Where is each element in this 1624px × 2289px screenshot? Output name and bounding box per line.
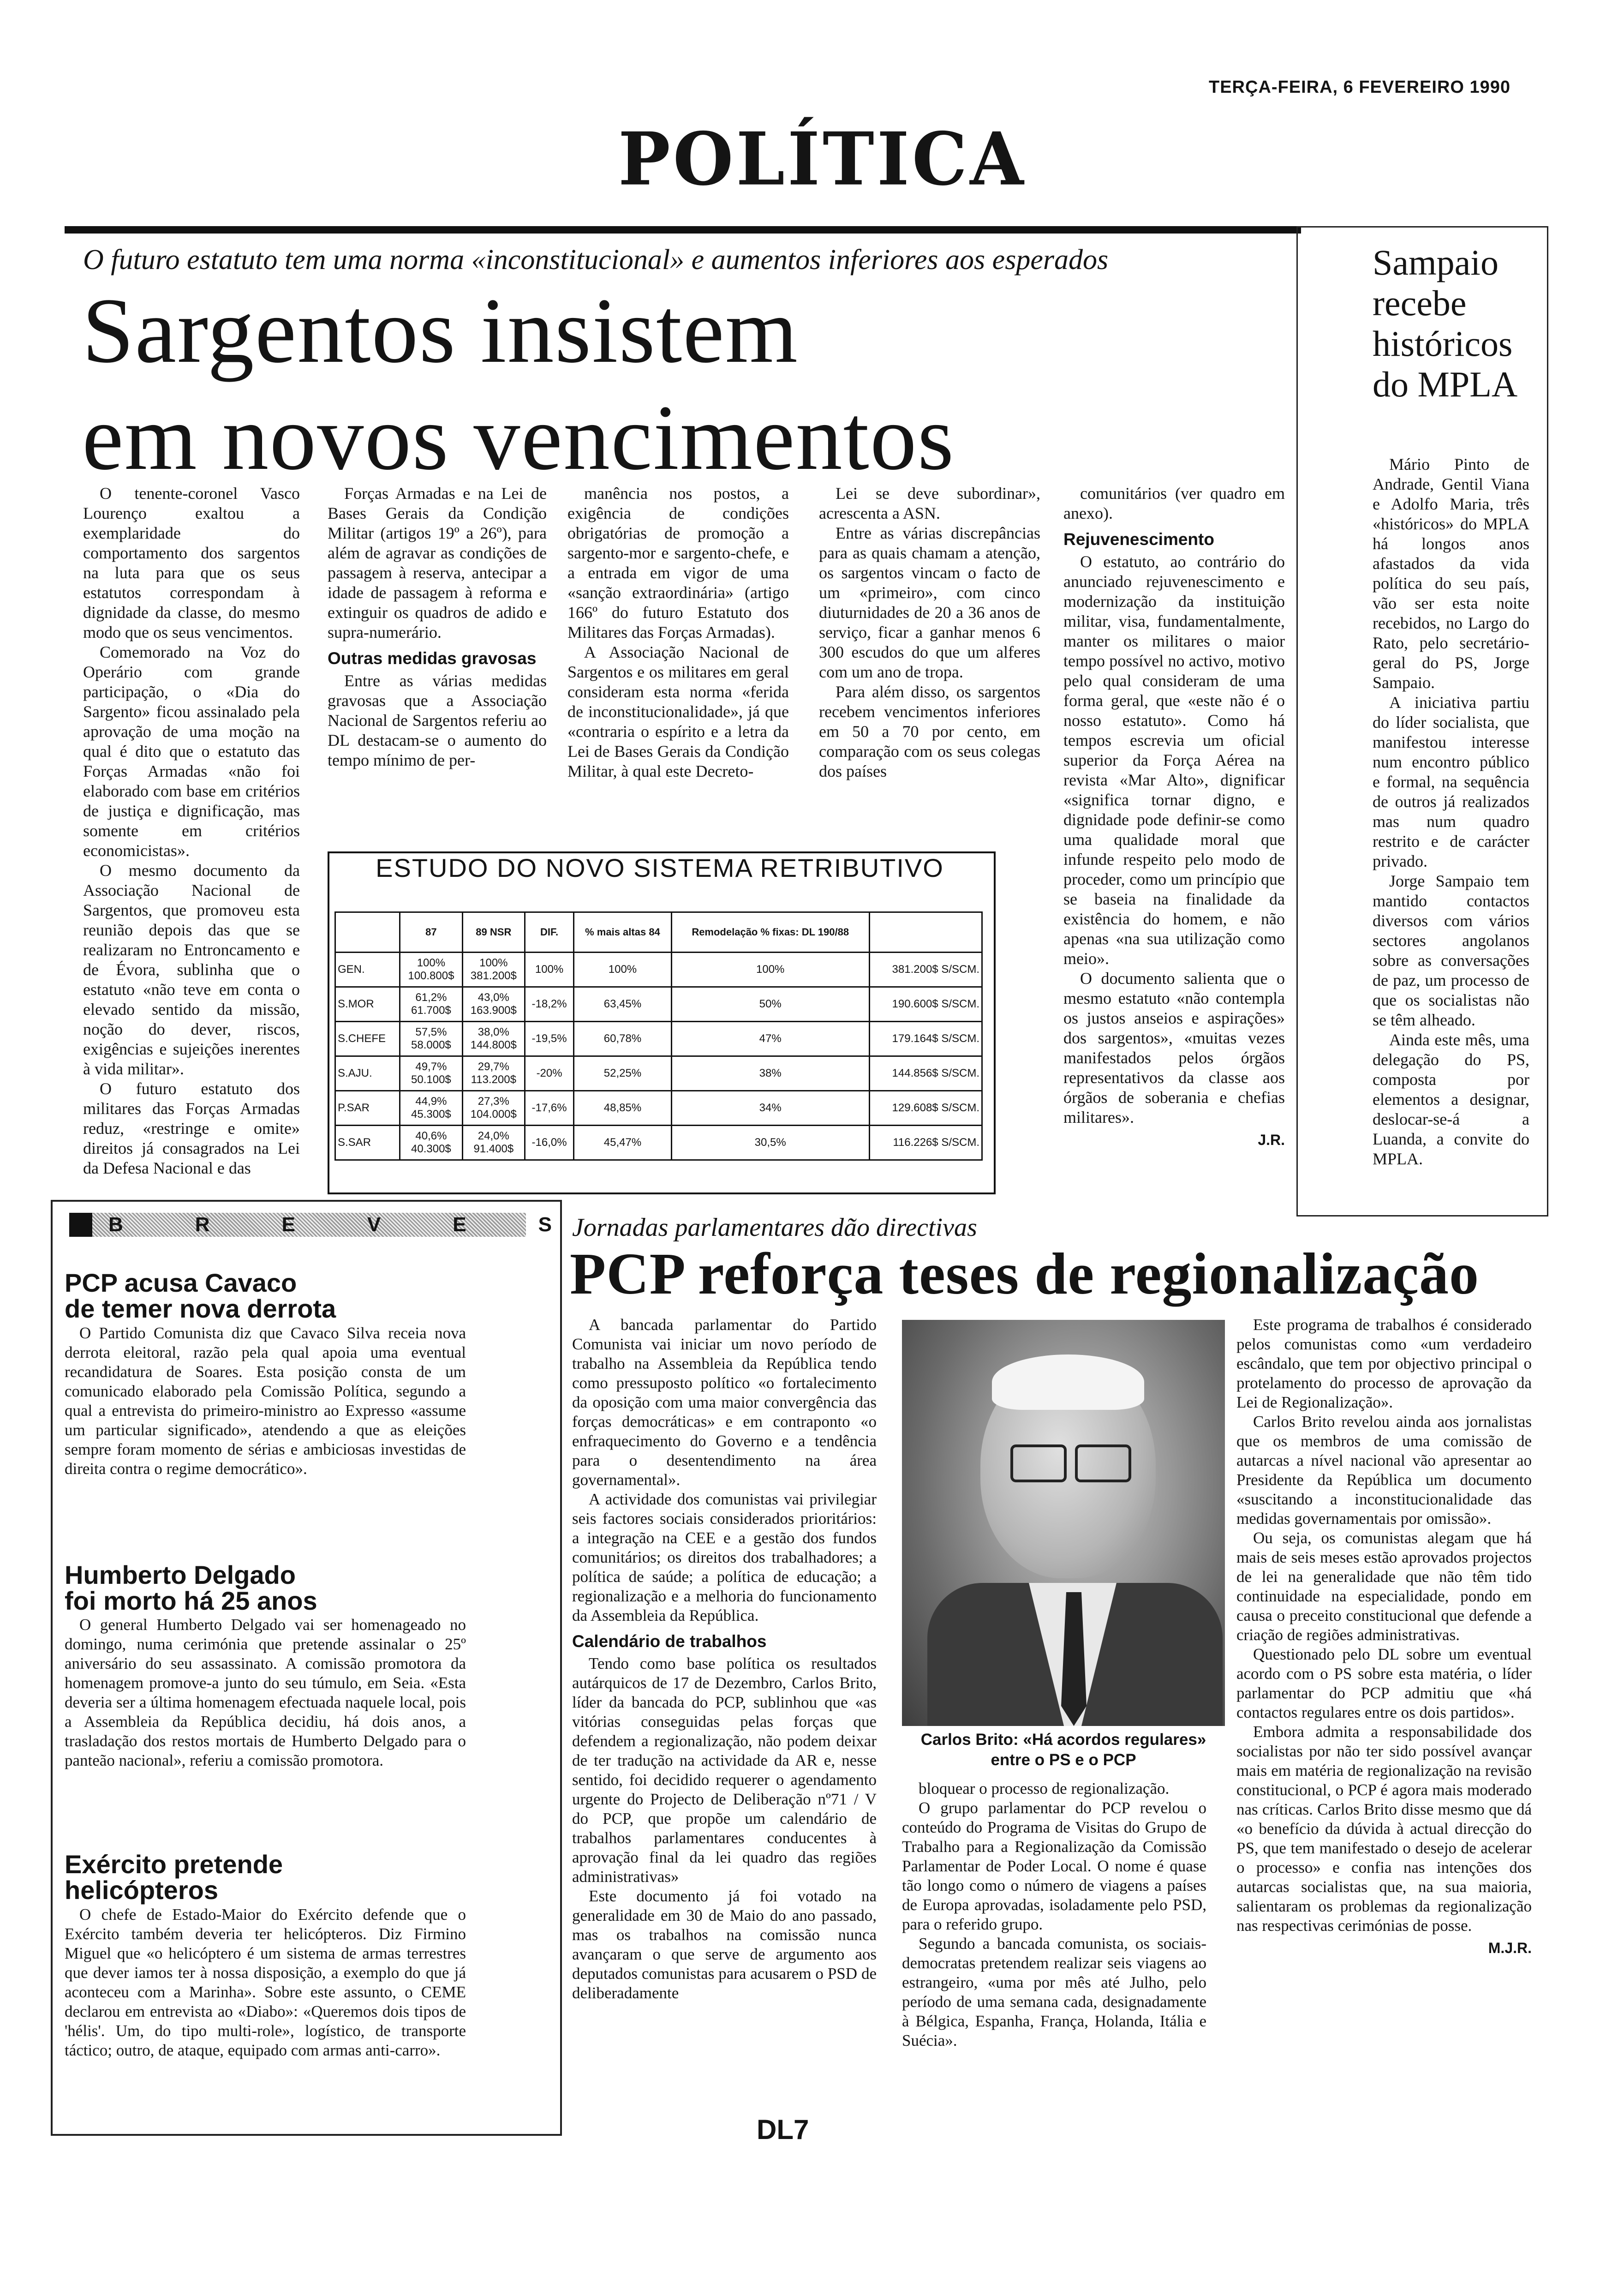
table-header xyxy=(869,912,982,953)
breve-text xyxy=(65,1615,466,1770)
table-cell-value: S.SAR xyxy=(338,1136,371,1149)
paragraph: Ainda este mês, uma delegação do PS, composta por elementos a designar, deslocar-se-á a Luanda, a convite do MPLA. xyxy=(1373,1031,1529,1168)
paragraph: Lei se deve subordinar», acrescenta a ASN. xyxy=(819,484,1040,522)
subhead: Rejuvenescimento xyxy=(1063,530,1214,549)
paragraph: O documento salienta que o mesmo estatuto «não contempla os justos anseios e aspirações» dos sargentos», «muitas vezes manifestados pelos órgãos representativos da classe aos órgãos de soberania e chefias militares». xyxy=(1063,969,1285,1127)
table-header-row xyxy=(335,912,982,953)
paragraph: Segundo a bancada comunista, os sociais-democratas pretendem realizar seis viagens ao estrangeiro, «uma por mês até Julho, pelo período de uma semana cada, designadamente à Bélgica, Espanha, França, Holanda, Itália e Suécia». xyxy=(902,1935,1206,2049)
table-cell-nsr xyxy=(462,1056,525,1091)
table-cell-nsr xyxy=(462,1126,525,1160)
paragraph: O mesmo documento da Associação Nacional de Sargentos, que promoveu esta reunião depois das que se realizaram no Entroncamento e de Évora, sublinha que o estatuto «não teve em conta o elevado sentido da missão, noção do dever, riscos, exigências e sujeições inerentes à vida militar». xyxy=(83,861,300,1078)
table-cell-value: -18,2% xyxy=(531,998,567,1010)
paragraph: Entre as várias medidas gravosas que a Associação Nacional de Sargentos referiu ao DL destacam-se o aumento do tempo mínimo de per- xyxy=(328,671,547,769)
issue-date: TERÇA-FEIRA, 6 FEVEREIRO 1990 xyxy=(1209,78,1511,97)
paragraph: Mário Pinto de Andrade, Gentil Viana e Adolfo Maria, três «históricos» do MPLA há longos anos afastados da vida política do seu país, vão ser esta noite recebidos, no Largo do Rato, pelo secretário-geral do PS, Jorge Sampaio. xyxy=(1373,455,1529,692)
table-cell-dif xyxy=(525,953,574,987)
table-header xyxy=(335,912,400,953)
table-cell-rank xyxy=(335,987,400,1022)
subhead: Calendário de trabalhos xyxy=(572,1632,767,1651)
table-cell-value: 100% xyxy=(479,957,508,969)
table-cell-value: 100% xyxy=(608,963,637,976)
table-cell-value: 50.100$ xyxy=(411,1073,451,1086)
photo-hair xyxy=(992,1354,1144,1410)
breves-square-icon xyxy=(69,1213,92,1237)
paragraph: manência nos postos, a exigência de condições obrigatórias de promoção a sargento-mor e sargento-chefe, e a entrada em vigor de uma «sanção extraordinária» (artigo 166º do futuro Estatuto dos Militares das Forças Armadas). xyxy=(567,484,789,641)
table-cell-value: 47% xyxy=(759,1032,782,1045)
table-cell-value: 50% xyxy=(759,998,782,1010)
table-cell-sal xyxy=(869,987,982,1022)
table-cell-value: 91.400$ xyxy=(473,1143,514,1155)
paragraph: O general Humberto Delgado vai ser homenageado no domingo, numa cerimónia que pretende assinalar o 25º aniversário do seu assassinato. A comissão promotora da homenagem promove-a junto do seu túmulo, em Seia. «Esta deveria ser a última homenagem efectuada naquele local, pois a Assembleia da República decidiu, há dois anos, a trasladação dos restos mortais de Humberto Delgado para o panteão nacional», referiu a comissão promotora. xyxy=(65,1616,466,1769)
main-headline-line1: Sargentos insistem xyxy=(82,279,799,382)
paragraph: Questionado pelo DL sobre um eventual acordo com o PS sobre esta matéria, o líder parlamentar do PCP admitiu que «há contactos regulares entre os dois partidos». xyxy=(1236,1645,1532,1721)
pcp-column-2 xyxy=(902,1779,1206,2093)
table-cell-nsr xyxy=(462,987,525,1022)
table-cell-value: S.MOR xyxy=(338,998,374,1010)
table-cell-value: 60,78% xyxy=(603,1032,642,1045)
table-cell-value: 163.900$ xyxy=(470,1004,517,1017)
table-cell-y87 xyxy=(400,1056,462,1091)
top-rule xyxy=(65,226,1301,234)
table-cell-value: 100% xyxy=(535,963,564,976)
pcp-column-1 xyxy=(572,1315,877,2091)
paragraph: O estatuto, ao contrário do anunciado rejuvenescimento e modernização da instituição militar, visa, fundamentalmente, manter os militares o maior tempo possível no activo, motivo pelo qual consideram de uma forma geral, que «este não é o nosso estatuto». Como há tempos escrevia um oficial superior da Força Aérea na revista «Mar Alto», dignificar «significa tornar digno, e dignidade pode definir-se como uma qualidade moral que infunde respeito pelo modo de proceder, como um princípio que se baseia na finalidade da existência do homem, e não apenas «na sua utilização como meio». xyxy=(1063,552,1285,968)
table-cell-value: 49,7% xyxy=(415,1061,447,1073)
table-title: ESTUDO DO NOVO SISTEMA RETRIBUTIVO xyxy=(376,853,944,882)
table-cell-rank xyxy=(335,953,400,987)
table-cell-value: 179.164$ S/SCM. xyxy=(892,1032,979,1045)
table-cell-value: 24,0% xyxy=(478,1130,509,1142)
breve-headline xyxy=(65,1562,317,1614)
main-byline: J.R. xyxy=(1258,1132,1285,1148)
breve-headline xyxy=(65,1270,336,1322)
page-logo: DL7 xyxy=(757,2114,809,2145)
table-cell-value: 381.200$ xyxy=(470,970,517,982)
breve-headline-line: helicópteros xyxy=(65,1876,218,1905)
table-cell-value: 40,6% xyxy=(415,1130,447,1142)
table-cell-value: 100% xyxy=(756,963,785,976)
table-header: Remodelação % fixas: DL 190/88 xyxy=(671,912,869,953)
main-column-1 xyxy=(83,484,300,1197)
table-row xyxy=(335,987,982,1022)
table-cell-value: 190.600$ S/SCM. xyxy=(892,998,979,1010)
breve-headline xyxy=(65,1852,283,1903)
table-cell-value: 100.800$ xyxy=(408,970,454,982)
paragraph: A iniciativa partiu do líder socialista, que manifestou interesse num encontro público e formal, na sequência de outros já realizados mas num quadro restrito e de carácter privado. xyxy=(1373,693,1529,870)
table-cell-value: 34% xyxy=(759,1102,782,1114)
paragraph: bloquear o processo de regionalização. xyxy=(919,1780,1170,1798)
paragraph: Ou seja, os comunistas alegam que há mais de seis meses estão aprovados projectos de lei na generalidade que não têm tido continuidade na especialidade, pondo em causa o preceito constitucional que defende a criação de regiões administrativas. xyxy=(1236,1529,1532,1644)
main-column-2 xyxy=(328,484,547,848)
table-cell-value: 27,3% xyxy=(478,1095,509,1108)
table-cell-altas xyxy=(574,987,672,1022)
photo-caption: Carlos Brito: «Há acordos regulares» entre o PS e o PCP xyxy=(920,1731,1206,1769)
paragraph: A bancada parlamentar do Partido Comunista vai iniciar um novo período de trabalho na Assembleia da República tendo como pressuposto político «o fortalecimento da oposição com uma maior convergência das forças democráticas» e em contraponto «o enfraquecimento do Governo e a tendência para o desentendimento na área governamental». xyxy=(572,1316,877,1489)
table-cell-value: GEN. xyxy=(338,963,365,976)
table-cell-value: 58.000$ xyxy=(411,1039,451,1051)
table-cell-value: -20% xyxy=(536,1067,562,1079)
table-cell-value: 113.200$ xyxy=(471,1073,516,1086)
table-cell-rank xyxy=(335,1022,400,1056)
table-cell-value: 52,25% xyxy=(603,1067,642,1079)
table-cell-sal xyxy=(869,1091,982,1126)
pcp-column-3 xyxy=(1236,1315,1532,2118)
table-cell-value: 144.856$ S/SCM. xyxy=(892,1067,979,1079)
table-cell-value: 116.226$ S/SCM. xyxy=(893,1136,979,1149)
table-cell-remod xyxy=(671,1126,869,1160)
paragraph: Forças Armadas e na Lei de Bases Gerais da Condição Militar (artigos 19º a 26º), para além de agravar as condições de passagem à reserva, antecipar a idade de passagem à reforma e extinguir os quadros de adido e supra-numerário. xyxy=(328,484,547,641)
main-headline-line2: em novos vencimentos xyxy=(82,386,955,489)
table-cell-remod xyxy=(671,1022,869,1056)
table-cell-sal xyxy=(869,1056,982,1091)
table-cell-value: 38,0% xyxy=(478,1026,509,1038)
table-cell-value: S.CHEFE xyxy=(338,1032,386,1045)
table-cell-y87 xyxy=(400,987,462,1022)
table-cell-nsr xyxy=(462,953,525,987)
breve-headline-line: Exército pretende xyxy=(65,1850,283,1879)
paragraph: A actividade dos comunistas vai privilegiar seis factores sociais considerados prioritários: a integração na CEE e a gestão dos fundos comunitários; os direitos dos trabalhadores; a política de saúde; a política de educação; a regionalização e a melhoria do funcionamento da Assembleia da República. xyxy=(572,1490,877,1624)
table-cell-rank xyxy=(335,1056,400,1091)
paragraph: O Partido Comunista diz que Cavaco Silva receia nova derrota eleitoral, razão pela qual apoia uma eventual recandidatura de Soares. Esta posição consta de um comunicado elaborado pela Comissão Política, segundo a qual a entrevista do primeiro-ministro ao Expresso «assume um particular significado», atendendo a que as eleições sempre foram momento de sérias e ambiciosas investidas de direita contra o regime democrático». xyxy=(65,1324,466,1478)
table-cell-nsr xyxy=(462,1022,525,1056)
table-header: % mais altas 84 xyxy=(574,912,672,953)
table-cell-remod xyxy=(671,1056,869,1091)
breve-headline-line: foi morto há 25 anos xyxy=(65,1586,317,1615)
table-cell-value: 100% xyxy=(417,957,446,969)
table-cell-y87 xyxy=(400,953,462,987)
breve-text xyxy=(65,1324,466,1479)
table-cell-remod xyxy=(671,953,869,987)
table-row xyxy=(335,1022,982,1056)
table-cell-altas xyxy=(574,1126,672,1160)
table-cell-value: -16,0% xyxy=(531,1136,567,1149)
table-cell-nsr xyxy=(462,1091,525,1126)
table-cell-value: 29,7% xyxy=(478,1061,509,1073)
sidebar-text xyxy=(1373,455,1529,1207)
paragraph: O tenente-coronel Vasco Lourenço exaltou a exemplaridade do comportamento dos sargentos na luta para que os seus estatutos correspondam à dignidade da classe, do mesmo modo que os seus vencimentos. xyxy=(83,484,300,641)
table-cell-value: 38% xyxy=(759,1067,782,1079)
paragraph: O grupo parlamentar do PCP revelou o conteúdo do Programa de Visitas do Grupo de Trabalho para a Regionalização da Comissão Parlamentar de Poder Local. O nome é quase tão longo como o número de viagens a países de Europa aprovadas, isoladamente pelo PSD, para o referido grupo. xyxy=(902,1799,1206,1933)
table-cell-altas xyxy=(574,1022,672,1056)
table-cell-value: 57,5% xyxy=(415,1026,447,1038)
paragraph: Para além disso, os sargentos recebem vencimentos inferiores em 50 a 70 por cento, em comparação com os seus colegas dos países xyxy=(819,683,1040,780)
paragraph: O chefe de Estado-Maior do Exército defende que o Exército também deveria ter helicópteros. Diz Firmino Miguel que «o helicóptero é um sistema de armas terrestres que dever iamos ter à nossa disposição, a exemplo do que já aconteceu com a Marinha». Sobre este assunto, o CEME declarou em entrevista ao «Diabo»: «Queremos dois tipos de 'hélis'. Um, do tipo multi-role», logístico, de transporte táctico; outro, de ataque, equipado com armas anti-carro». xyxy=(65,1906,466,2059)
table-row xyxy=(335,1091,982,1126)
table-cell-dif xyxy=(525,1091,574,1126)
table-cell-dif xyxy=(525,1022,574,1056)
paragraph: Tendo como base política os resultados autárquicos de 17 de Dezembro, Carlos Brito, líder da bancada do PCP, sublinhou que «as vitórias conseguidas pelas forças que defendem a regionalização, não podem deixar de ter tradução na actividade da AR e, nesse sentido, foi decidido requerer o agendamento urgente do Projecto de Deliberação nº71 / V do PCP, que propõe um calendário de trabalhos parlamentares conducentes à aprovação final da lei quadro das regiões administrativas» xyxy=(572,1654,877,1886)
breve-text xyxy=(65,1905,466,2060)
section-title: POLÍTICA xyxy=(618,116,1027,202)
paragraph: Entre as várias discrepâncias para as quais chamam a atenção, os sargentos vincam o facto de um «primeiro», com cinco diuturnidades de 20 a 36 anos de serviço, ficar a ganhar menos 6 300 escudos do que um alferes com um ano de tropa. xyxy=(819,524,1040,681)
table-cell-y87 xyxy=(400,1126,462,1160)
table-cell-value: 40.300$ xyxy=(411,1143,451,1155)
breve-headline-line: Humberto Delgado xyxy=(65,1560,296,1589)
paragraph: Este documento já foi votado na generalidade em 30 de Maio do ano passado, mas os trabalhos na comissão nunca avançaram o que serve de argumento aos deputados comunistas para acusarem o PSD de deliberadamente xyxy=(572,1887,877,2002)
main-column-3 xyxy=(567,484,789,848)
paragraph: Carlos Brito revelou ainda aos jornalistas que os membros de uma comissão de autarcas a nível nacional vão apresentar ao Presidente da República um documento «suscitando a inconstitucionalidade das medidas governamentais por omissão». xyxy=(1236,1413,1532,1528)
paragraph: A Associação Nacional de Sargentos e os militares em geral consideram esta norma «ferida de inconstitucionalidade», já que «contraria o espírito e a letra da Lei de Bases Gerais da Condição Militar, à qual este Decreto- xyxy=(567,643,789,780)
table-cell-value: -19,5% xyxy=(531,1032,567,1045)
table-cell-value: S.AJU. xyxy=(338,1067,372,1079)
table-header: DIF. xyxy=(525,912,574,953)
table-cell-value: 30,5% xyxy=(754,1136,786,1149)
table-cell-y87 xyxy=(400,1022,462,1056)
breves-title: BREVES xyxy=(108,1213,624,1236)
table-header: 87 xyxy=(400,912,462,953)
subhead: Outras medidas gravosas xyxy=(328,649,537,668)
table-cell-value: P.SAR xyxy=(338,1102,370,1114)
table-cell-remod xyxy=(671,987,869,1022)
paragraph: Jorge Sampaio tem mantido contactos diversos com vários sectores angolanos sobre as conversações de paz, um processo de que os socialistas não se têm alheado. xyxy=(1373,872,1529,1029)
table-cell-sal xyxy=(869,1022,982,1056)
table-cell-value: 144.800$ xyxy=(470,1039,517,1051)
main-column-4 xyxy=(819,484,1040,848)
table-cell-value: 63,45% xyxy=(603,998,642,1010)
paragraph: comunitários (ver quadro em anexo). xyxy=(1063,484,1285,522)
table-cell-altas xyxy=(574,953,672,987)
table-cell-value: 129.608$ S/SCM. xyxy=(892,1102,979,1114)
breve-headline-line: de temer nova derrota xyxy=(65,1294,336,1323)
table-cell-dif xyxy=(525,987,574,1022)
table-cell-value: 381.200$ S/SCM. xyxy=(892,963,979,976)
main-kicker: O futuro estatuto tem uma norma «inconstitucional» e aumentos inferiores aos esperados xyxy=(83,244,1109,276)
table-cell-value: 45,47% xyxy=(603,1136,642,1149)
pcp-headline: PCP reforça teses de regionalização xyxy=(570,1241,1479,1306)
table-cell-value: 43,0% xyxy=(478,991,509,1004)
pcp-kicker: Jornadas parlamentares dão directivas xyxy=(572,1213,977,1242)
paragraph: Este programa de trabalhos é considerado pelos comunistas como «um verdadeiro escândalo, que tem por objectivo principal o protelamento do processo de aprovação da Lei de Regionalização». xyxy=(1236,1316,1532,1411)
pcp-byline: M.J.R. xyxy=(1488,1940,1532,1956)
paragraph: O futuro estatuto dos militares das Forças Armadas reduz, «restringe e omite» direitos já consagrados na Lei da Defesa Nacional e das xyxy=(83,1079,300,1177)
table-cell-value: 61,2% xyxy=(415,991,447,1004)
photo-glasses-icon xyxy=(1010,1444,1067,1482)
table-cell-dif xyxy=(525,1056,574,1091)
salary-table xyxy=(334,911,983,1161)
paragraph: Embora admita a responsabilidade dos socialistas por não ter sido possível avançar mais em matéria de regionalização na revisão constitucional, o PCP é agora mais moderado nas críticas. Carlos Brito disse mesmo que dá «o benefício da dúvida à actual direcção do PS, que tem manifestado o desejo de acelerar o processo» e confia nas intenções dos autarcas socialistas que, na sua maioria, salientaram os problemas da regionalização nas respectivas cerimónias de posse. xyxy=(1236,1723,1532,1935)
table-cell-value: 61.700$ xyxy=(411,1004,451,1017)
table-cell-altas xyxy=(574,1091,672,1126)
table-header: 89 NSR xyxy=(462,912,525,953)
table-row xyxy=(335,1126,982,1160)
table-cell-rank xyxy=(335,1126,400,1160)
table-cell-value: -17,6% xyxy=(531,1102,567,1114)
table-cell-value: 48,85% xyxy=(603,1102,642,1114)
main-column-5 xyxy=(1063,484,1285,1204)
table-cell-sal xyxy=(869,1126,982,1160)
table-row xyxy=(335,1056,982,1091)
table-cell-value: 45.300$ xyxy=(411,1108,451,1121)
table-cell-y87 xyxy=(400,1091,462,1126)
sidebar-title: Sampaio recebe históricos do MPLA xyxy=(1373,242,1518,404)
table-row xyxy=(335,953,982,987)
table-cell-dif xyxy=(525,1126,574,1160)
main-headline xyxy=(82,277,1282,491)
table-cell-value: 44,9% xyxy=(415,1095,447,1108)
table-cell-sal xyxy=(869,953,982,987)
table-cell-value: 104.000$ xyxy=(470,1108,517,1121)
paragraph: Comemorado na Voz do Operário com grande participação, o «Dia do Sargento» ficou assinalado pela aprovação de uma moção na qual é dito que o estatuto das Forças Armadas «não foi elaborado com base em critérios de justiça e dignificação, mas somente em critérios economicistas». xyxy=(83,643,300,860)
photo-glasses-icon xyxy=(1075,1444,1131,1482)
breve-headline-line: PCP acusa Cavaco xyxy=(65,1268,297,1297)
table-cell-rank xyxy=(335,1091,400,1126)
table-cell-altas xyxy=(574,1056,672,1091)
table-cell-remod xyxy=(671,1091,869,1126)
